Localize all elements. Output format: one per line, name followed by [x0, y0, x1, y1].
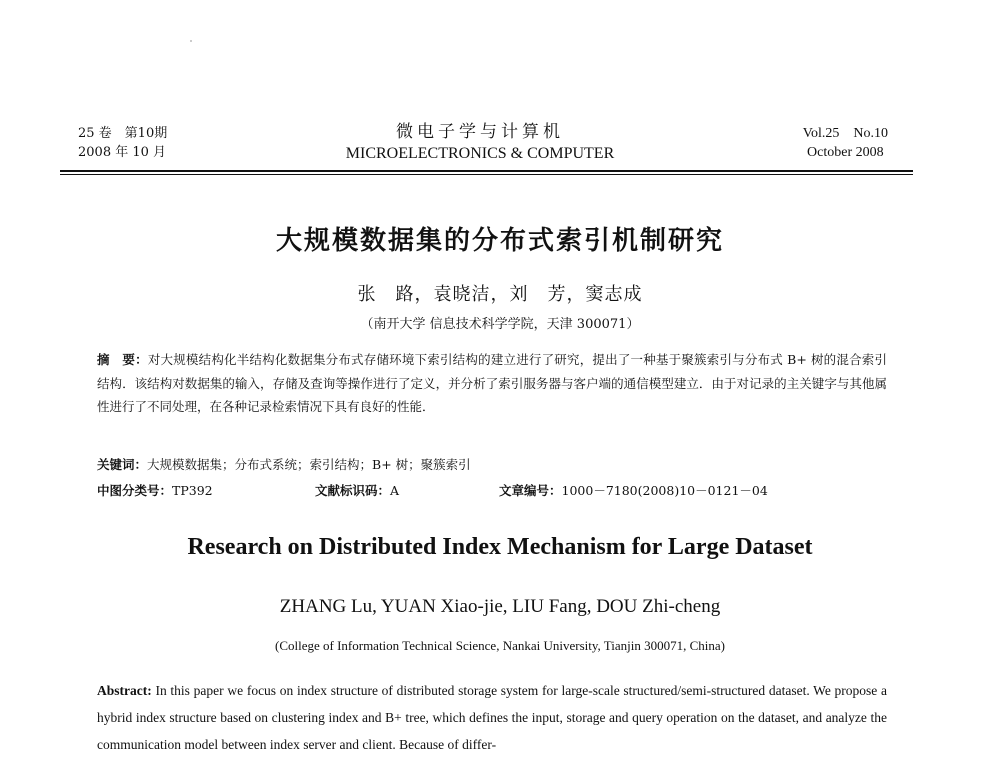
- volume-en: Vol.25 No.10: [802, 126, 888, 141]
- authors-en: ZHANG Lu, YUAN Xiao-jie, LIU Fang, DOU Zhi-cheng: [279, 596, 721, 617]
- clc-number: 中图分类号：TP392: [97, 483, 213, 498]
- journal-name-cn: 微电子学与计算机: [396, 122, 564, 142]
- journal-name: [60, 121, 900, 165]
- affiliation-cn: （南开大学 信息技术科学学院，天津 300071）: [360, 317, 640, 332]
- paper-title-cn: 大规模数据集的分布式索引机制研究: [275, 226, 724, 256]
- abstract-en: [97, 677, 887, 758]
- running-header: [60, 118, 900, 168]
- header-rule-thin: [60, 174, 913, 175]
- abstract-en-label: Abstract:: [97, 683, 152, 698]
- abstract-cn-label: 摘 要：: [97, 352, 148, 367]
- scan-mark: [190, 40, 192, 42]
- affiliation-en: (College of Information Technical Science, Nankai University, Tianjin 300071, China): [274, 638, 726, 653]
- document-code: 文献标识码：A: [315, 483, 400, 498]
- date-cn: 2008 年 10 月: [78, 145, 167, 160]
- keywords-cn-label: 关键词：: [97, 457, 148, 472]
- issue-info-en: [803, 124, 888, 162]
- keywords-cn: [97, 455, 471, 473]
- header-rule-thick: [60, 170, 913, 172]
- abstract-cn: [97, 348, 887, 419]
- date-en: October 2008: [807, 145, 884, 160]
- volume-cn: 25 卷 第10期: [78, 126, 168, 141]
- article-number: 文章编号：1000－7180(2008)10－0121－04: [499, 483, 768, 498]
- abstract-cn-text: 对大规模结构化半结构化数据集分布式存储环境下索引结构的建立进行了研究，提出了一种基于聚簇索引与分布式 B+ 树的混合索引结构．该结构对数据集的输入，存储及查询等操作进行了定义，并分析了索引服务器与客户端的通信模型建立．由于对记录的主关键字与其他属性进行了不同处理，在各种记录检索情况下具有良好的性能．: [97, 352, 887, 414]
- journal-name-en: MICROELECTRONICS & COMPUTER: [345, 145, 615, 162]
- keywords-cn-text: 大规模数据集；分布式系统；索引结构；B+ 树；聚簇索引: [147, 457, 471, 472]
- abstract-en-text: In this paper we focus on index structure of distributed storage system for large-scale structured/semi-structured dataset. We propose a hybrid index structure based on clustering index and B+ tree, which defines the input, storage and query operation on the dataset, and analyze the communication model between index server and client. Because of differ-: [97, 683, 888, 752]
- authors-cn: 张 路，袁晓洁，刘 芳，窦志成: [357, 284, 643, 305]
- paper-title-en: Research on Distributed Index Mechanism for Large Dataset: [187, 534, 813, 560]
